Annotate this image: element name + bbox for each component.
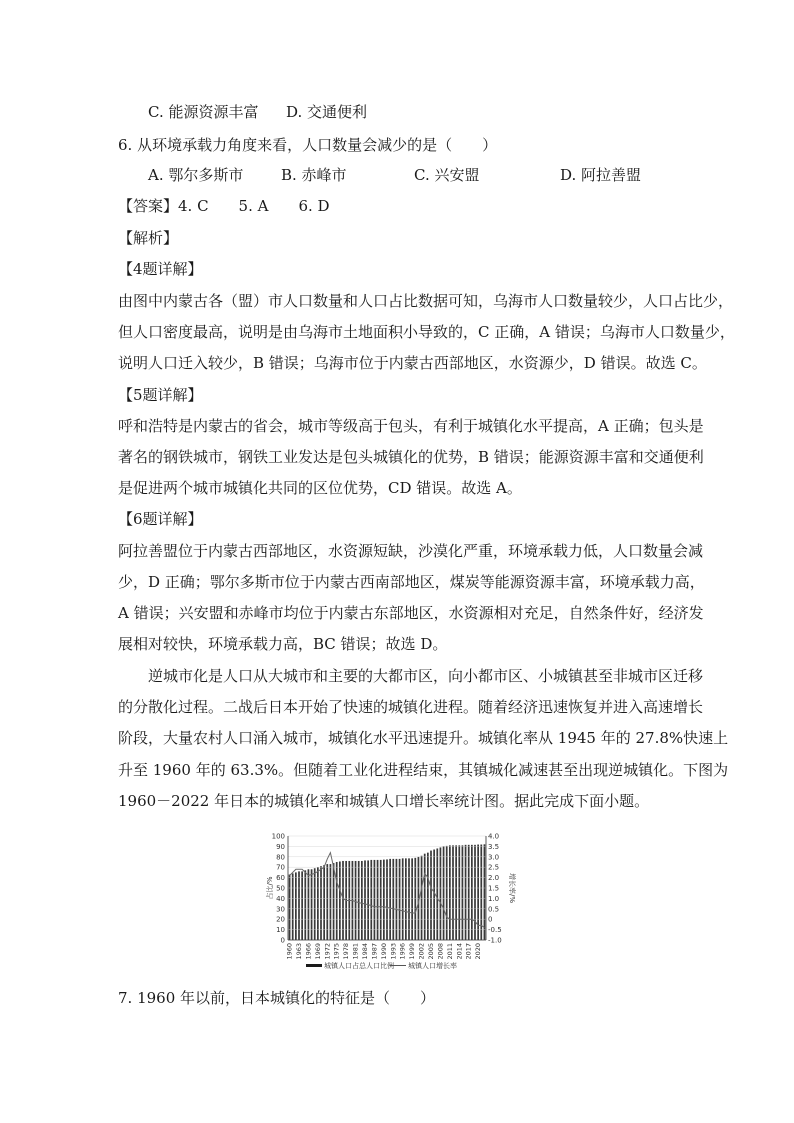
right-tick-label: 2.5	[488, 863, 500, 872]
passage-line-5: 1960－2022 年日本的城镇化率和城镇人口增长率统计图。据此完成下面小题。	[118, 792, 650, 810]
passage-line-3: 阶段，大量农村人口涌入城市，城镇化水平迅速提升。城镇化率从 1945 年的 27.8%快速上	[118, 729, 729, 747]
bar-urban-ratio	[339, 861, 341, 940]
bar-urban-ratio	[364, 860, 366, 940]
bar-urban-ratio	[411, 858, 413, 940]
option-b: B. 赤峰市	[281, 166, 347, 184]
bar-urban-ratio	[389, 859, 391, 940]
q6-detail-line-4: 展相对较快，环境承载力高，BC 错误；故选 D。	[118, 635, 448, 653]
x-tick-label: 1975	[332, 943, 341, 960]
left-tick-label: 30	[276, 905, 285, 914]
right-tick-label: 0	[488, 915, 493, 924]
bar-urban-ratio	[320, 866, 322, 940]
bar-urban-ratio	[462, 845, 464, 940]
bar-urban-ratio	[399, 859, 401, 940]
bar-urban-ratio	[458, 845, 460, 940]
bar-urban-ratio	[452, 845, 454, 940]
bar-urban-ratio	[471, 845, 473, 940]
q5-detail-line-3: 是促进两个城市城镇化共同的区位优势，CD 错误。故选 A。	[118, 479, 522, 497]
left-tick-label: 70	[276, 863, 285, 872]
left-tick-label: 100	[271, 832, 285, 841]
left-tick-label: 60	[276, 874, 285, 883]
x-tick-label: 1966	[304, 943, 313, 960]
bar-urban-ratio	[392, 859, 394, 940]
x-tick-label: 1984	[361, 943, 369, 960]
bar-urban-ratio	[436, 848, 438, 940]
bar-urban-ratio	[484, 844, 486, 940]
bar-urban-ratio	[465, 845, 467, 940]
right-tick-label: 0.5	[488, 905, 500, 914]
q4-detail-heading: 【4题详解】	[118, 260, 203, 278]
bar-urban-ratio	[443, 846, 445, 940]
left-tick-label: 0	[280, 936, 285, 945]
x-tick-label: 2002	[417, 943, 426, 960]
analysis-heading: 【解析】	[118, 229, 179, 247]
bar-urban-ratio	[427, 853, 429, 940]
left-tick-label: 40	[276, 894, 285, 903]
option-d: D. 交通便利	[286, 103, 368, 121]
q4-detail-line-3: 说明人口迁入较少，B 错误；乌海市位于内蒙古西部地区，水资源少，D 错误。故选 C。	[118, 354, 707, 372]
q5-detail-line-2: 著名的钢铁城市，钢铁工业发达是包头城镇化的优势，B 错误；能源资源丰富和交通便利	[118, 448, 704, 466]
bar-urban-ratio	[408, 858, 410, 940]
x-tick-label: 1999	[408, 943, 417, 960]
q4-detail-line-2: 但人口密度最高，说明是由乌海市土地面积小导致的，C 正确，A 错误；乌海市人口数量少，	[118, 323, 735, 341]
right-axis-title: 增长率/%	[508, 872, 516, 904]
bar-urban-ratio	[311, 869, 313, 940]
bar-urban-ratio	[358, 861, 360, 940]
q6-detail-heading: 【6题详解】	[118, 510, 203, 528]
bar-urban-ratio	[468, 845, 470, 940]
option-a: A. 鄂尔多斯市	[148, 166, 244, 184]
right-tick-label: 4.0	[488, 832, 500, 841]
x-tick-label: 2008	[436, 943, 445, 960]
bar-urban-ratio	[449, 845, 451, 940]
bar-urban-ratio	[377, 860, 379, 940]
bar-urban-ratio	[367, 860, 369, 940]
bars-layer	[289, 844, 486, 940]
x-tick-label: 2011	[445, 943, 454, 960]
bar-urban-ratio	[374, 860, 376, 940]
left-tick-label: 50	[276, 884, 285, 893]
x-tick-label: 1996	[398, 943, 407, 960]
x-tick-label: 1993	[389, 943, 398, 960]
bar-urban-ratio	[295, 872, 297, 940]
right-tick-label: -0.5	[488, 926, 502, 935]
q4-detail-line-1: 由图中内蒙古各（盟）市人口数量和人口占比数据可知，乌海市人口数量较少，人口占比少，	[118, 292, 734, 310]
q6-detail-line-2: 少，D 正确；鄂尔多斯市位于内蒙古西南部地区，煤炭等能源资源丰富，环境承载力高，	[118, 573, 705, 591]
option-c: C. 兴安盟	[414, 166, 480, 184]
x-tick-label: 2005	[427, 943, 435, 960]
bar-urban-ratio	[474, 845, 476, 940]
q6-stem: 6. 从环境承载力角度来看，人口数量会减少的是（ ）	[118, 136, 498, 154]
left-tick-label: 80	[276, 853, 285, 862]
bar-urban-ratio	[330, 864, 332, 940]
q6-detail-line-3: A 错误；兴安盟和赤峰市均位于内蒙古东部地区，水资源相对充足，自然条件好，经济发	[118, 604, 704, 622]
x-tick-label: 1987	[370, 943, 379, 960]
right-tick-label: -1.0	[488, 936, 502, 945]
bar-urban-ratio	[308, 869, 310, 940]
right-tick-label: 1.5	[488, 884, 500, 893]
left-axis-title: 占比/%	[266, 876, 274, 900]
legend-swatch-bar	[306, 964, 322, 967]
answer-line: 【答案】4. C 5. A 6. D	[118, 197, 330, 215]
bar-urban-ratio	[292, 873, 294, 940]
legend-label-line: 城镇人口增长率	[408, 962, 457, 970]
x-tick-label: 2014	[455, 943, 464, 960]
q5-detail-heading: 【5题详解】	[118, 386, 203, 404]
x-tick-label: 1963	[295, 943, 303, 960]
q6-detail-line-1: 阿拉善盟位于内蒙古西部地区，水资源短缺，沙漠化严重，环境承载力低，人口数量会减	[118, 542, 704, 560]
x-tick-label: 1990	[379, 943, 388, 960]
bar-urban-ratio	[424, 854, 426, 940]
right-tick-label: 2.0	[488, 874, 500, 883]
x-tick-label: 2020	[474, 943, 483, 960]
legend-label-bar: 城镇人口占总人口比例	[324, 962, 394, 970]
bar-urban-ratio	[383, 860, 385, 940]
x-tick-label: 1981	[351, 943, 360, 960]
bar-urban-ratio	[323, 865, 325, 940]
passage-line-4: 升至 1960 年的 63.3%。但随着工业化进程结束，其镇城化减速甚至出现逆城镇化。下图为	[118, 761, 729, 779]
urbanization-chart	[258, 828, 518, 978]
left-tick-label: 90	[276, 842, 285, 851]
bar-urban-ratio	[402, 858, 404, 940]
bar-urban-ratio	[405, 858, 407, 940]
left-tick-label: 10	[276, 926, 285, 935]
option-d: D. 阿拉善盟	[560, 166, 642, 184]
bar-urban-ratio	[289, 874, 291, 940]
bar-urban-ratio	[440, 847, 442, 940]
bar-urban-ratio	[326, 864, 328, 940]
bar-urban-ratio	[342, 861, 344, 940]
bar-urban-ratio	[446, 846, 448, 940]
q7-stem: 7. 1960 年以前，日本城镇化的特征是（ ）	[118, 989, 436, 1007]
x-tick-label: 1960	[285, 943, 294, 960]
passage-line-2: 的分散化过程。二战后日本开始了快速的城镇化进程。随着经济迅速恢复并进入高速增长	[118, 698, 704, 716]
bar-urban-ratio	[314, 868, 316, 940]
right-tick-label: 1.0	[488, 894, 500, 903]
option-c: C. 能源资源丰富	[148, 103, 259, 121]
bar-urban-ratio	[455, 845, 457, 940]
bar-urban-ratio	[430, 851, 432, 940]
x-tick-label: 1972	[323, 943, 332, 960]
x-tick-label: 1978	[342, 943, 351, 960]
x-tick-label: 1969	[313, 943, 322, 960]
bar-urban-ratio	[336, 862, 338, 940]
bar-urban-ratio	[386, 859, 388, 940]
bar-urban-ratio	[333, 863, 335, 940]
right-tick-label: 3.0	[488, 853, 500, 862]
bar-urban-ratio	[396, 859, 398, 940]
left-tick-label: 20	[276, 915, 285, 924]
bar-urban-ratio	[355, 861, 357, 940]
bar-urban-ratio	[421, 856, 423, 940]
right-tick-label: 3.5	[488, 842, 500, 851]
x-tick-label: 2017	[464, 943, 473, 960]
q5-detail-line-1: 呼和浩特是内蒙古的省会，城市等级高于包头，有利于城镇化水平提高，A 正确；包头是	[118, 417, 704, 435]
bar-urban-ratio	[317, 867, 319, 940]
bar-urban-ratio	[370, 860, 372, 940]
bar-urban-ratio	[361, 861, 363, 940]
bar-urban-ratio	[433, 850, 435, 940]
bar-urban-ratio	[380, 860, 382, 940]
passage-line-1: 逆城市化是人口从大城市和主要的大都市区，向小都市区、小城镇甚至非城市区迁移	[148, 667, 704, 685]
bar-urban-ratio	[414, 858, 416, 940]
